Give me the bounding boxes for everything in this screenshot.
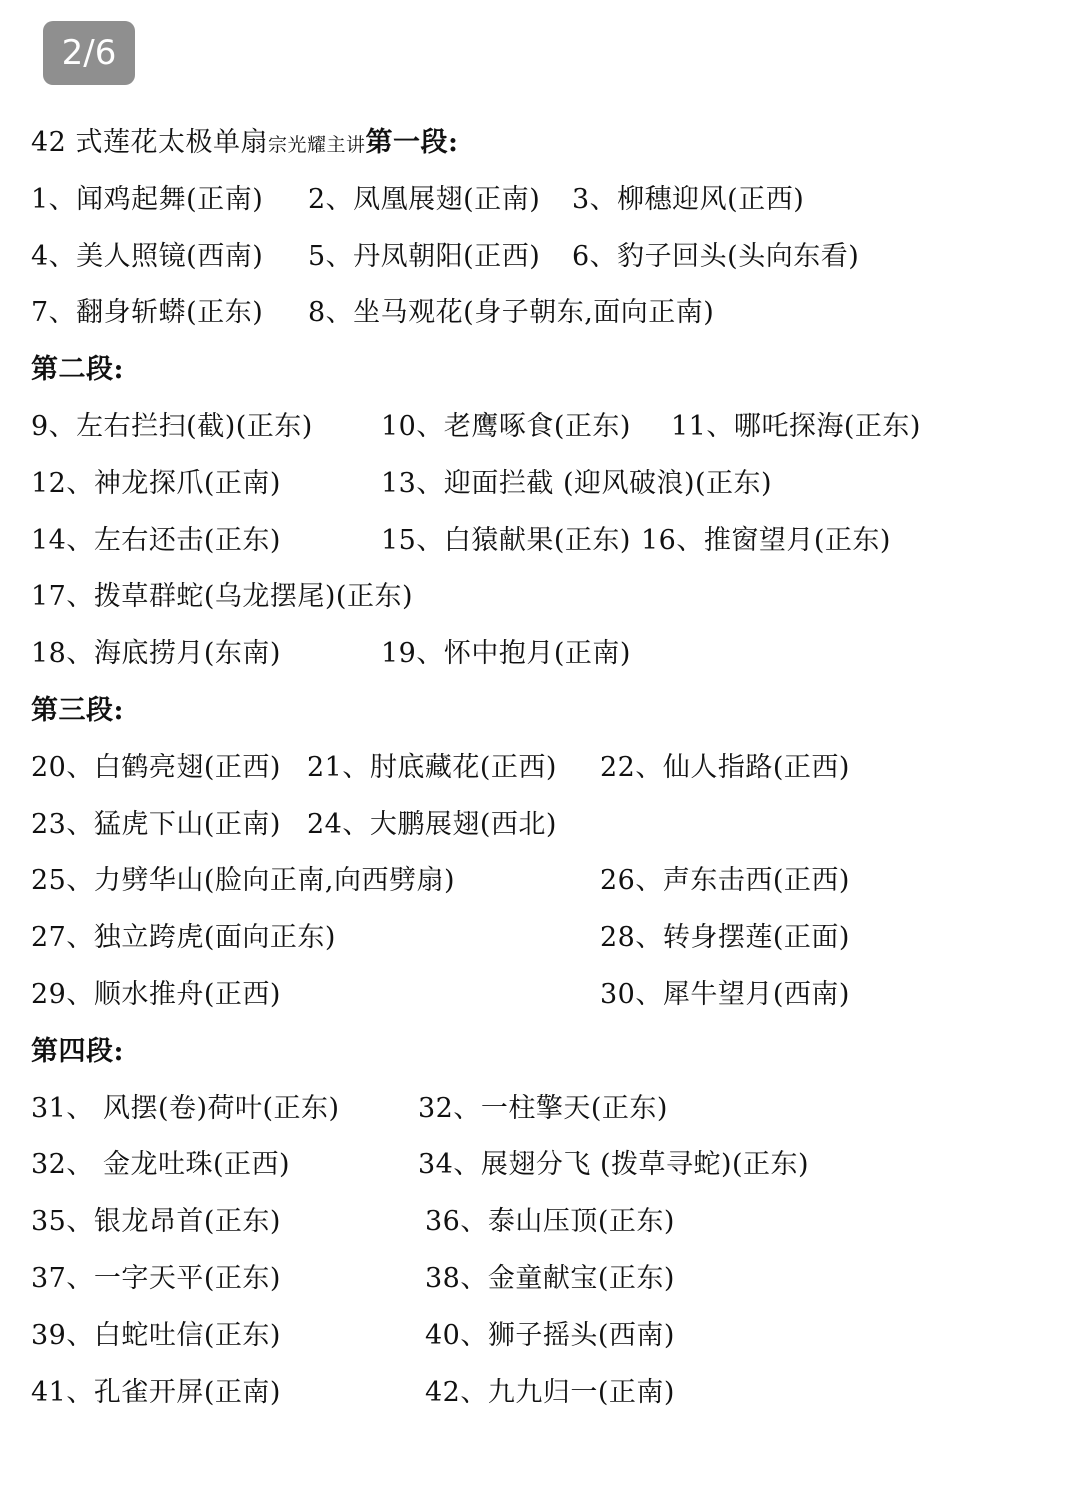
document-body	[31, 118, 1060, 1424]
move-item: 2、凤凰展翅(正南)	[308, 183, 541, 215]
move-item: 35、银龙昂首(正东)	[31, 1206, 281, 1238]
lecturer-name: 宗光耀主讲	[267, 134, 366, 156]
move-row	[31, 743, 1060, 800]
move-item: 38、金童献宝(正东)	[425, 1262, 675, 1294]
section-heading-2: 第二段:	[31, 354, 124, 386]
move-item: 42、九九归一(正南)	[425, 1376, 675, 1408]
move-item: 39、白蛇吐信(正东)	[31, 1319, 281, 1351]
section-heading-3: 第三段:	[31, 694, 124, 726]
move-row	[31, 1084, 1060, 1141]
move-item: 24、大鹏展翅(西北)	[307, 808, 557, 840]
move-row	[31, 1254, 1060, 1311]
move-item: 28、转身摆莲(正面)	[600, 922, 850, 954]
move-item: 4、美人照镜(西南)	[31, 240, 264, 272]
move-item: 12、神龙探爪(正南)	[31, 467, 281, 499]
move-row	[31, 459, 1060, 516]
move-item: 32、 金龙吐珠(正西)	[31, 1149, 291, 1181]
move-item: 8、坐马观花(身子朝东,面向正南)	[308, 297, 715, 329]
move-item: 5、丹凤朝阳(正西)	[308, 240, 541, 272]
move-item: 21、肘底藏花(正西)	[307, 751, 557, 783]
move-row	[31, 175, 1060, 232]
move-row	[31, 1140, 1060, 1197]
move-item: 34、展翅分飞 (拨草寻蛇)(正东)	[418, 1149, 810, 1181]
move-row	[31, 970, 1060, 1027]
move-item: 1、闻鸡起舞(正南)	[31, 183, 264, 215]
move-item: 22、仙人指路(正西)	[600, 751, 850, 783]
move-row	[31, 232, 1060, 289]
section-heading-1: 第一段:	[365, 127, 459, 158]
move-item: 25、力劈华山(脸向正南,向西劈扇)	[31, 865, 456, 897]
move-item: 15、白猿献果(正东)	[381, 524, 631, 556]
move-item: 9、左右拦扫(截)(正东)	[31, 410, 313, 442]
move-item: 10、老鹰啄食(正东)	[381, 410, 631, 442]
move-item: 19、怀中抱月(正南)	[381, 638, 631, 670]
move-row	[31, 516, 1060, 573]
move-item: 6、豹子回头(头向东看)	[572, 240, 860, 272]
move-item: 26、声东击西(正西)	[600, 865, 850, 897]
move-item: 31、 风摆(卷)荷叶(正东)	[31, 1092, 340, 1124]
move-item: 18、海底捞月(东南)	[31, 638, 281, 670]
move-item: 29、顺水推舟(正西)	[31, 978, 281, 1010]
title-prefix	[31, 118, 458, 170]
move-item: 41、孔雀开屏(正南)	[31, 1376, 281, 1408]
move-item: 16、推窗望月(正东)	[641, 524, 891, 556]
move-item: 3、柳穗迎风(正西)	[572, 183, 805, 215]
move-item: 27、独立跨虎(面向正东)	[31, 922, 336, 954]
move-row	[31, 800, 1060, 857]
move-row	[31, 1197, 1060, 1254]
move-item: 11、哪吒探海(正东)	[671, 410, 921, 442]
move-row	[31, 629, 1060, 686]
move-row	[31, 1311, 1060, 1368]
move-item: 7、翻身斩蟒(正东)	[31, 297, 264, 329]
doc-title: 42 式莲花太极单扇	[31, 127, 268, 158]
move-row	[31, 572, 1060, 629]
move-item: 20、白鹤亮翅(正西)	[31, 751, 281, 783]
section-heading-4: 第四段:	[31, 1035, 124, 1067]
move-item: 13、迎面拦截 (迎风破浪)(正东)	[381, 467, 773, 499]
move-row	[31, 288, 1060, 345]
move-row	[31, 1368, 1060, 1425]
move-row	[31, 856, 1060, 913]
move-item: 30、犀牛望月(西南)	[600, 978, 850, 1010]
move-item: 23、猛虎下山(正南)	[31, 808, 281, 840]
move-row	[31, 913, 1060, 970]
move-item: 36、泰山压顶(正东)	[425, 1206, 675, 1238]
title-line	[31, 118, 1060, 175]
move-item: 40、狮子摇头(西南)	[425, 1319, 675, 1351]
page-indicator: 2/6	[43, 21, 135, 85]
move-item: 17、拨草群蛇(乌龙摆尾)(正东)	[31, 581, 413, 613]
move-item: 37、一字天平(正东)	[31, 1262, 281, 1294]
move-item: 32、一柱擎天(正东)	[418, 1092, 668, 1124]
move-item: 14、左右还击(正东)	[31, 524, 281, 556]
move-row	[31, 402, 1060, 459]
